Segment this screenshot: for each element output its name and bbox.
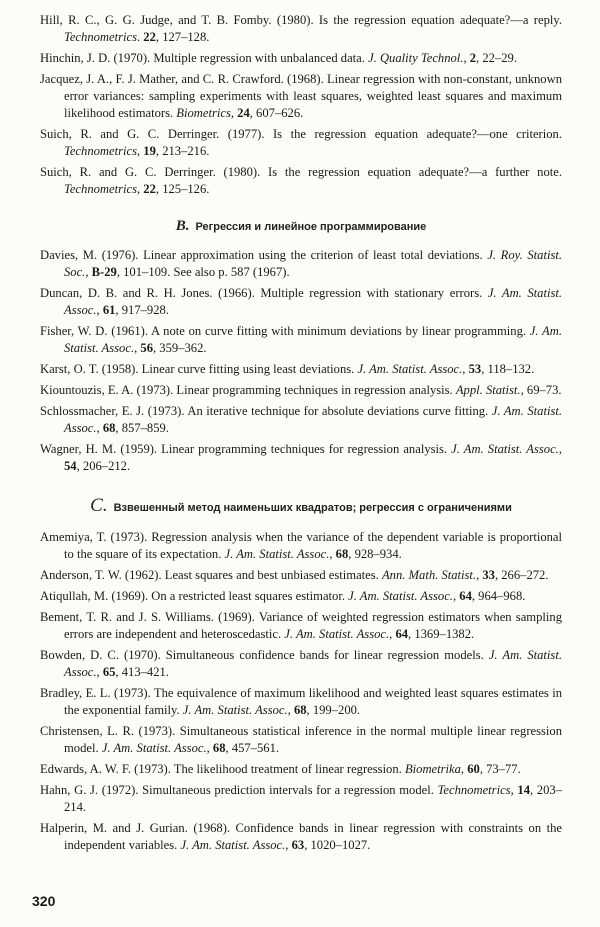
separator: , (206, 741, 213, 755)
pages: , 413–421. (115, 665, 169, 679)
reference-text: Atiqullah, M. (1969). On a restricted least squares estimator. (40, 589, 349, 603)
reference-text: Suich, R. and G. C. Derringer. (1980). Is the regression equation adequate?—a further note. (40, 165, 562, 179)
reference-text: Bowden, D. C. (1970). Simultaneous confidence bands for linear regression models. (40, 648, 489, 662)
reference-entry (40, 126, 562, 160)
volume: 22 (143, 30, 156, 44)
volume: 60 (467, 762, 480, 776)
pages: , 1020–1027. (304, 838, 371, 852)
journal-name: J. Roy. Statist. Soc. (64, 248, 562, 279)
reference-text: Bradley, E. L. (1973). The equivalence of maximum likelihood and weighted least squares estimates in the exponential family. (40, 686, 562, 717)
volume: 56 (140, 341, 153, 355)
journal-name: J. Am. Statist. Assoc. (357, 362, 463, 376)
separator: , (520, 383, 527, 397)
reference-entry (40, 609, 562, 643)
pages: , 206–212. (76, 459, 131, 473)
journal-name: Biometrics (176, 106, 231, 120)
separator: , (96, 421, 103, 435)
reference-entry (40, 820, 562, 854)
journal-name: Appl. Statist. (455, 383, 521, 397)
separator: , (463, 51, 470, 65)
pages: , 1369–1382. (408, 627, 475, 641)
reference-entry (40, 567, 562, 584)
reference-entry (40, 761, 562, 778)
reference-text: Wagner, H. M. (1959). Linear programming techniques for regression analysis. (40, 442, 452, 456)
volume: 68 (293, 703, 307, 717)
reference-entry (40, 12, 562, 46)
reference-text: Karst, O. T. (1958). Linear curve fitting using least deviations. (40, 362, 358, 376)
volume: 64 (395, 627, 409, 641)
reference-entry (40, 441, 562, 475)
journal-name: Technometrics (64, 144, 137, 158)
reference-entry (40, 71, 562, 122)
separator: , (96, 665, 103, 679)
separator: , (230, 106, 238, 120)
pages: , 213–216. (155, 144, 210, 158)
separator: , (96, 303, 103, 317)
pages: , 199–200. (306, 703, 361, 717)
separator: , (134, 341, 141, 355)
volume: 19 (143, 144, 156, 158)
journal-name: J. Am. Statist. Assoc. (101, 741, 207, 755)
reference-text: Hinchin, J. D. (1970). Multiple regression with unbalanced data. (40, 51, 369, 65)
volume: 24 (237, 106, 250, 120)
reference-entry (40, 50, 562, 67)
section-letter: B. (175, 218, 190, 234)
reference-entry (40, 403, 562, 437)
volume: 68 (212, 741, 226, 755)
journal-name: J. Am. Statist. Assoc. (64, 648, 562, 679)
pages: , 359–362. (152, 341, 207, 355)
volume: 68 (335, 547, 349, 561)
pages: , 125–126. (155, 182, 210, 196)
pages: , 266–272. (494, 568, 549, 582)
journal-name: J. Am. Statist. Assoc. (284, 627, 390, 641)
pages: , 964–968. (471, 589, 526, 603)
section-heading (40, 218, 562, 235)
volume: 22 (143, 182, 156, 196)
reference-text: Jacquez, J. A., F. J. Mather, and C. R. Crawford. (1968). Linear regression with non-constant, unknown error variances: sampling experiments with least squares, weighted least squares and maximum likelihood estimators. (40, 72, 562, 120)
pages: , 22–29. (476, 51, 517, 65)
pages: , 127–128. (155, 30, 210, 44)
reference-text: Hahn, G. J. (1972). Simultaneous prediction intervals for a regression model. (40, 783, 438, 797)
section-letter: C. (90, 495, 108, 516)
volume: 2 (469, 51, 477, 65)
reference-text: Halperin, M. and J. Gurian. (1968). Confidence bands in linear regression with constraints on the independent variables. (40, 821, 562, 852)
reference-text: Schlossmacher, E. J. (1973). An iterative technique for absolute deviations curve fitting. (40, 404, 492, 418)
reference-entry (40, 529, 562, 563)
journal-name: J. Am. Statist. Assoc. (180, 838, 286, 852)
reference-text: Davies, M. (1976). Linear approximation using the criterion of least total deviations. (40, 248, 488, 262)
separator: , (460, 762, 468, 776)
separator: , (287, 703, 294, 717)
page-number: 320 (32, 893, 56, 909)
journal-name: J. Am. Statist. Assoc. (64, 324, 562, 355)
reference-entry (40, 285, 562, 319)
reference-entry (40, 382, 562, 399)
reference-text: Christensen, L. R. (1973). Simultaneous statistical inference in the normal multiple linear regression model. (40, 724, 562, 755)
section-title: Взвешенный метод наименьших квадратов; регрессия с ограничениями (113, 502, 512, 514)
separator: , (285, 838, 292, 852)
reference-text: Fisher, W. D. (1961). A note on curve fitting with minimum deviations by linear programming. (40, 324, 530, 338)
journal-name: J. Quality Technol. (368, 51, 464, 65)
separator: , (462, 362, 469, 376)
reference-text: Edwards, A. W. F. (1973). The likelihood treatment of linear regression. (40, 762, 405, 776)
pages: , 203–214. (64, 783, 562, 814)
journal-name: J. Am. Statist. Assoc. (451, 442, 559, 456)
journal-name: Ann. Math. Statist. (381, 568, 477, 582)
volume: 61 (102, 303, 116, 317)
separator: , (510, 783, 518, 797)
volume: 65 (102, 665, 116, 679)
journal-name: J. Am. Statist. Assoc. (224, 547, 330, 561)
reference-text: Kiountouzis, E. A. (1973). Linear programming techniques in regression analysis. (40, 383, 456, 397)
reference-text: Amemiya, T. (1973). Regression analysis when the variance of the dependent variable is proportional to the square of its expectation. (40, 530, 562, 561)
reference-entry (40, 647, 562, 681)
separator: , (558, 442, 562, 456)
reference-text: Duncan, D. B. and R. H. Jones. (1966). Multiple regression with stationary errors. (40, 286, 488, 300)
separator: , (476, 568, 483, 582)
reference-entry (40, 164, 562, 198)
bibliography-page (40, 12, 562, 858)
pages: , 118–132. (481, 362, 535, 376)
pages: , 917–928. (115, 303, 169, 317)
separator: , (137, 144, 144, 158)
section-title: Регрессия и линейное программирование (195, 221, 427, 233)
reference-entry (40, 685, 562, 719)
reference-entry (40, 723, 562, 757)
volume: 33 (482, 568, 495, 582)
reference-text: Suich, R. and G. C. Derringer. (1977). Is the regression equation adequate?—one criterion. (40, 127, 562, 141)
volume: 14 (517, 783, 530, 797)
reference-text: Bement, T. R. and J. S. Williams. (1969). Variance of weighted regression estimators when sampling errors are independent and heteroscedastic. (40, 610, 562, 641)
pages: , 928–934. (348, 547, 402, 561)
volume: 64 (459, 589, 472, 603)
journal-name: Technometrics (64, 182, 137, 196)
separator: , (137, 182, 144, 196)
reference-text: Anderson, T. W. (1962). Least squares and best unbiased estimates. (40, 568, 382, 582)
journal-name: J. Am. Statist. Assoc. (64, 404, 562, 435)
section-heading (40, 495, 562, 517)
reference-entry (40, 361, 562, 378)
reference-entry (40, 782, 562, 816)
journal-name: Biometrika (404, 762, 461, 776)
volume: 68 (102, 421, 116, 435)
pages: , 457–561. (225, 741, 280, 755)
pages: , 607–626. (249, 106, 304, 120)
reference-entry (40, 247, 562, 281)
pages: , 101–109. See also p. 587 (1967). (116, 265, 290, 279)
volume: B-29 (91, 265, 117, 279)
reference-text: Hill, R. C., G. G. Judge, and T. B. Fomby. (1980). Is the regression equation adequate?—a reply. (40, 13, 562, 27)
volume: 53 (468, 362, 482, 376)
journal-name: Technometrics (437, 783, 511, 797)
reference-entry (40, 323, 562, 357)
separator: , (85, 265, 92, 279)
pages: 69–73. (526, 383, 562, 397)
journal-name: Technometrics (64, 30, 137, 44)
journal-name: J. Am. Statist. Assoc. (348, 589, 453, 603)
volume: 54 (64, 459, 77, 473)
pages: , 73–77. (479, 762, 521, 776)
pages: , 857–859. (115, 421, 169, 435)
reference-entry (40, 588, 562, 605)
journal-name: J. Am. Statist. Assoc. (182, 703, 288, 717)
separator: , (452, 589, 460, 603)
separator: , (389, 627, 396, 641)
journal-name: J. Am. Statist. Assoc. (64, 286, 562, 317)
volume: 63 (291, 838, 305, 852)
separator: . (137, 30, 144, 44)
separator: , (329, 547, 336, 561)
